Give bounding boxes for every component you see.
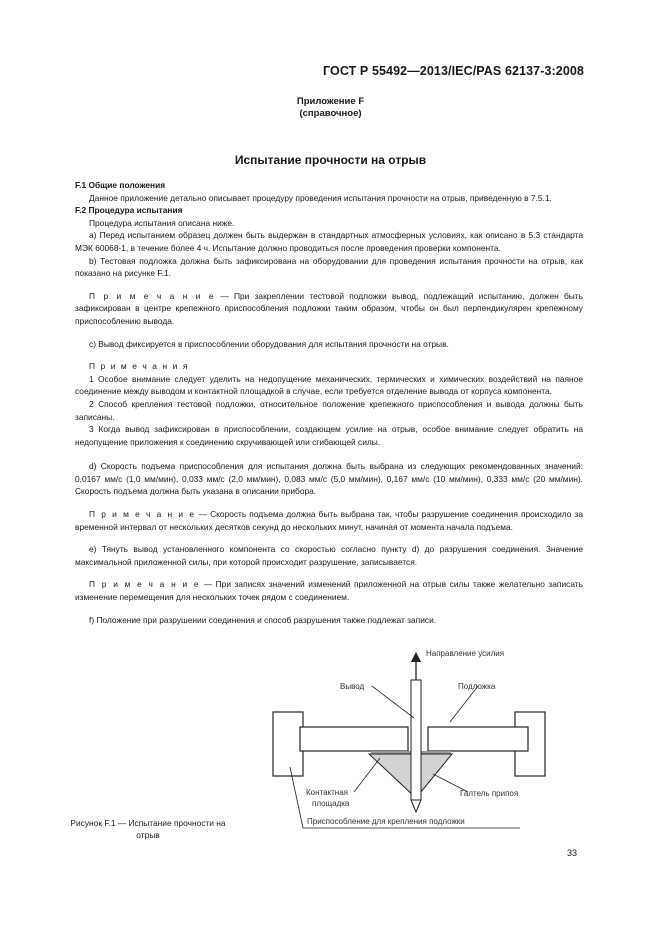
body-text (75, 179, 583, 626)
caption-line1: Рисунок F.1 — Испытание прочности на (70, 818, 226, 828)
section-f2-intro: Процедура испытания описана ниже. (89, 217, 235, 228)
appendix-title: Испытание прочности на отрыв (234, 153, 427, 167)
note-d-text: — Скорость подъема должна быть выбрана так, чтобы разрушение соединения происходило за временной интервал от нескольких десятков секунд до нескольких минут, начиная от момента начала подъема. (75, 509, 583, 532)
lead-tip (411, 800, 421, 812)
substrate-label: Подложка (458, 682, 496, 691)
note-b-text: — При закреплении тестовой подложки вывод, подлежащий испытанию, должен быть зафиксирован в центре крепежного приспособления подложки таким образом, чтобы он был перпендикулярен крепежному приспособлению вывода. (75, 290, 583, 326)
document-header: ГОСТ Р 55492—2013/IEC/PAS 62137-3:2008 (322, 64, 584, 78)
spacer (75, 568, 583, 578)
appendix-name: Приложение F (296, 96, 365, 107)
item-a: а) Перед испытанием образец должен быть выдержан в стандартных атмосферных условиях, как описано в 5.3 стандарта МЭК 60068-1, в течение более 4 ч. Испытание должно проводиться после проведения проверки компонента. (75, 230, 583, 253)
section-f2-heading: F.2 Процедура испытания (75, 205, 183, 216)
fixture-label: Приспособление для крепления подложки (307, 817, 465, 826)
fillet-label: Галтель припоя (460, 789, 519, 798)
page-number: 33 (566, 848, 577, 858)
note-e-text: — При записях значений изменений приложенной на отрыв силы также желательно записать изменение перемещения для нескольких точек рядом с соединением. (75, 579, 583, 603)
figure-caption (48, 817, 248, 841)
section-f1-heading: F.1 Общие положения (75, 180, 166, 190)
pad-label-line1: Контактная (306, 788, 349, 797)
item-e: е) Тянуть вывод установленного компонента со скоростью согласно пункту d) до разрушения соединения. Значение максимальной приложенной силы, при которой происходит разрушение, записывается. (75, 544, 583, 567)
item-f: f) Положение при разрушении соединения и способ разрушения также подлежат записи. (89, 614, 437, 625)
spacer (75, 448, 583, 460)
notes-label: П р и м е ч а н и я (89, 361, 189, 372)
lead (411, 680, 421, 800)
lead-leader (372, 686, 414, 718)
appendix-kind: (справочное) (299, 108, 362, 119)
item-b: b) Тестовая подложка должна быть зафиксирована на оборудовании для проведения испытания прочности на отрыв, как показано на рисунке F.1. (75, 255, 583, 279)
note-b (75, 290, 583, 328)
note-e (75, 578, 583, 603)
note-b-label: П р и м е ч а н и е (89, 290, 216, 301)
spacer (75, 533, 583, 543)
note-3: 3 Когда вывод зафиксирован в приспособлении, создающем усилие на отрыв, особое внимание следует обратить на недопущение приложения к соединению скручивающей или сгибающей силы. (75, 424, 583, 447)
substrate-right (428, 727, 528, 751)
spacer (75, 350, 583, 360)
spacer (75, 604, 583, 614)
spacer (75, 280, 583, 290)
spacer (75, 328, 583, 338)
section-f1-text: Данное приложение детально описывает процедуру проведения испытания прочности на отрыв, приведенную в 7.5.1. (89, 192, 552, 203)
item-c: с) Вывод фиксируется в приспособлении оборудования для испытания прочности на отрыв. (89, 338, 449, 349)
lead-label: Вывод (340, 682, 365, 691)
caption-line2: отрыв (136, 830, 160, 840)
note-1: 1 Особое внимание следует уделить на недопущение механических, термических и химических воздействий на паяное соединение между выводом и контактной площадкой в случае, если требуется отделение вывода от корпуса компонента. (75, 373, 583, 397)
substrate-left (300, 727, 408, 751)
pad-leader (354, 758, 380, 792)
note-2: 2 Способ крепления тестовой подложки, относительное положение крепежного приспособления и вывода должны быть записаны. (75, 398, 583, 422)
item-d: d) Скорость подъема приспособления для испытания должна быть выбрана из следующих рекомендованных значений: 0,0167 мм/с (1,0 мм/мин), 0,033 мм/с (2,0 мм/мин), 0,083 мм/с (5,0 мм/мин), 0,167 мм/с (10 мм/мин), 0,333 мм/с (20 мм/мин). Скорость подъема должна быть указана в описании прибора. (75, 461, 583, 497)
substrate-leader (450, 686, 478, 722)
force-label: Направление усилия (426, 649, 505, 658)
note-e-label: П р и м е ч а н и е (89, 579, 201, 590)
note-d-label: П р и м е ч а н и е (89, 509, 196, 520)
fixture-left-block (273, 712, 303, 776)
note-d (75, 508, 583, 533)
pad-label-line2: площадка (312, 799, 350, 808)
spacer (75, 498, 583, 508)
